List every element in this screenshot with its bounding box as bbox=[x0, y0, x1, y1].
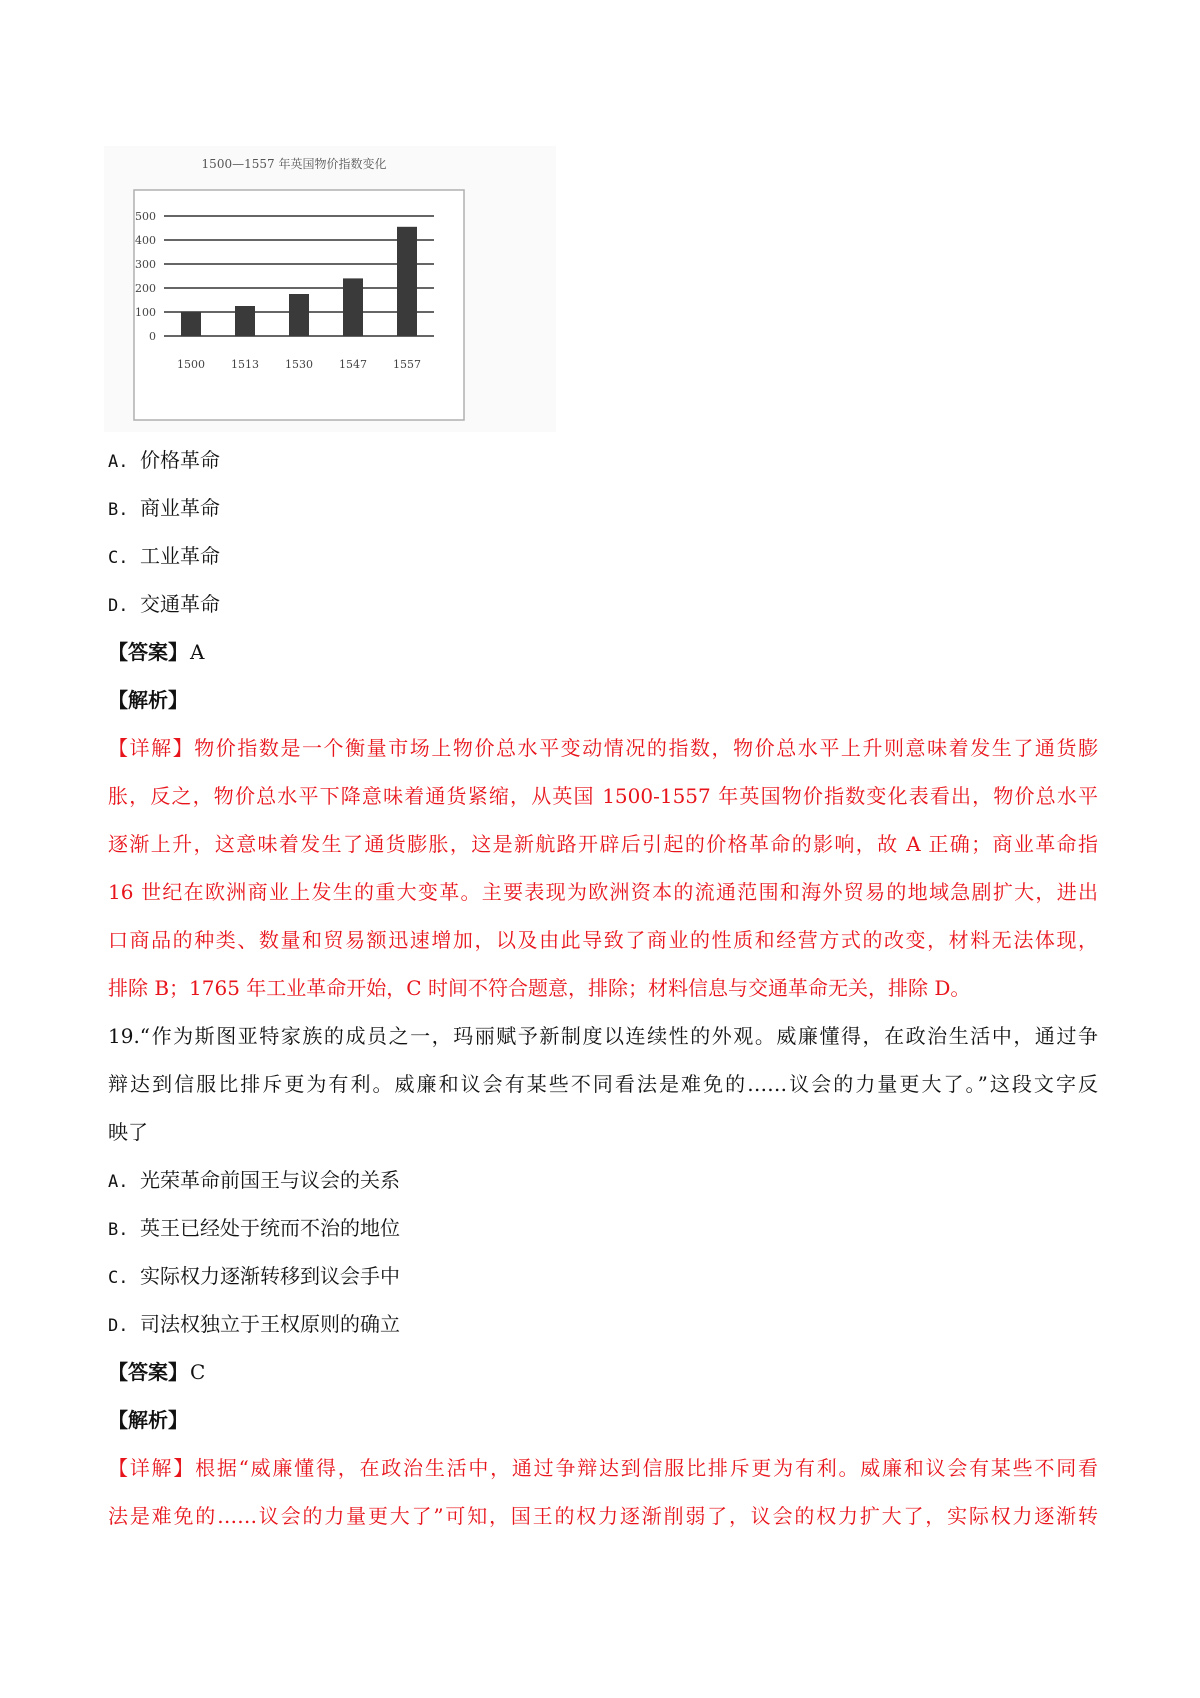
q19-stem-line: 映了 bbox=[108, 1120, 148, 1144]
q19-option-a bbox=[108, 1166, 400, 1196]
q18-option-c bbox=[108, 542, 220, 572]
q19-stem-line: 辩达到信服比排斥更为有利。威廉和议会有某些不同看法是难免的……议会的力量更大了。”这段文字反 bbox=[108, 1072, 1098, 1096]
analysis-tag: 【解析】 bbox=[108, 1408, 188, 1432]
q18-detail-line: 16 世纪在欧洲商业上发生的重大变革。主要表现为欧洲资本的流通范围和海外贸易的地域急剧扩大，进出 bbox=[108, 880, 1098, 904]
option-text: 司法权独立于王权原则的确立 bbox=[140, 1312, 400, 1336]
bar-1557 bbox=[397, 227, 417, 336]
option-text: 商业革命 bbox=[140, 496, 220, 520]
option-letter: A. bbox=[108, 1172, 129, 1192]
price-index-chart bbox=[104, 146, 556, 432]
y-tick-label: 100 bbox=[135, 306, 156, 319]
answer-tag: 【答案】 bbox=[108, 1360, 188, 1384]
q18-analysis-heading bbox=[108, 686, 188, 714]
x-tick-label: 1530 bbox=[285, 358, 313, 371]
q19-stem-line: 19.“作为斯图亚特家族的成员之一，玛丽赋予新制度以连续性的外观。威廉懂得，在政治生活中，通过争 bbox=[108, 1024, 1098, 1048]
q19-analysis-heading bbox=[108, 1406, 188, 1434]
option-text: 工业革命 bbox=[140, 544, 220, 568]
option-letter: D. bbox=[108, 1316, 129, 1336]
x-tick-label: 1513 bbox=[231, 358, 259, 371]
answer-value: C bbox=[190, 1360, 206, 1384]
option-letter: A. bbox=[108, 452, 129, 472]
chart-canvas bbox=[104, 146, 556, 432]
answer-value: A bbox=[190, 640, 205, 664]
q18-option-b bbox=[108, 494, 220, 524]
option-letter: D. bbox=[108, 596, 129, 616]
q18-detail-line: 胀，反之，物价总水平下降意味着通货紧缩，从英国 1500-1557 年英国物价指数变化表看出，物价总水平 bbox=[108, 784, 1098, 808]
q18-answer bbox=[108, 638, 204, 666]
y-tick-label: 200 bbox=[135, 282, 156, 295]
q19-detail-line: 【详解】根据“威廉懂得，在政治生活中，通过争辩达到信服比排斥更为有利。威廉和议会有某些不同看 bbox=[108, 1456, 1098, 1480]
option-text: 英王已经处于统而不治的地位 bbox=[140, 1216, 400, 1240]
q18-detail-line: 【详解】物价指数是一个衡量市场上物价总水平变动情况的指数，物价总水平上升则意味着发生了通货膨 bbox=[108, 736, 1098, 760]
q19-option-c bbox=[108, 1262, 400, 1292]
option-text: 光荣革命前国王与议会的关系 bbox=[140, 1168, 400, 1192]
option-letter: C. bbox=[108, 548, 129, 568]
x-tick-label: 1500 bbox=[177, 358, 205, 371]
bar-1547 bbox=[343, 278, 363, 336]
q18-detail-line: 口商品的种类、数量和贸易额迅速增加，以及由此导致了商业的性质和经营方式的改变，材料无法体现， bbox=[108, 928, 1098, 952]
option-text: 交通革命 bbox=[140, 592, 220, 616]
option-text: 实际权力逐渐转移到议会手中 bbox=[140, 1264, 400, 1288]
chart-title: 1500—1557 年英国物价指数变化 bbox=[201, 157, 387, 171]
q18-detail-line: 逐渐上升，这意味着发生了通货膨胀，这是新航路开辟后引起的价格革命的影响，故 A 正确；商业革命指 bbox=[108, 832, 1098, 856]
q18-detail-line: 排除 B；1765 年工业革命开始，C 时间不符合题意，排除；材料信息与交通革命无关，排除 D。 bbox=[108, 976, 971, 1000]
q19-answer bbox=[108, 1358, 205, 1386]
answer-tag: 【答案】 bbox=[108, 640, 188, 664]
option-letter: B. bbox=[108, 500, 129, 520]
y-tick-label: 500 bbox=[135, 210, 156, 223]
option-letter: B. bbox=[108, 1220, 129, 1240]
q18-option-d bbox=[108, 590, 220, 620]
bar-1500 bbox=[181, 312, 201, 336]
x-tick-label: 1557 bbox=[393, 358, 421, 371]
q19-detail-line: 法是难免的……议会的力量更大了”可知，国王的权力逐渐削弱了，议会的权力扩大了，实际权力逐渐转 bbox=[108, 1504, 1098, 1528]
analysis-tag: 【解析】 bbox=[108, 688, 188, 712]
option-text: 价格革命 bbox=[140, 448, 220, 472]
bar-1530 bbox=[289, 294, 309, 336]
q19-option-b bbox=[108, 1214, 400, 1244]
option-letter: C. bbox=[108, 1268, 129, 1288]
q18-option-a bbox=[108, 446, 220, 476]
y-tick-label: 0 bbox=[149, 330, 156, 343]
x-tick-label: 1547 bbox=[339, 358, 367, 371]
bar-1513 bbox=[235, 306, 255, 336]
q19-option-d bbox=[108, 1310, 400, 1340]
y-tick-label: 300 bbox=[135, 258, 156, 271]
y-tick-label: 400 bbox=[135, 234, 156, 247]
